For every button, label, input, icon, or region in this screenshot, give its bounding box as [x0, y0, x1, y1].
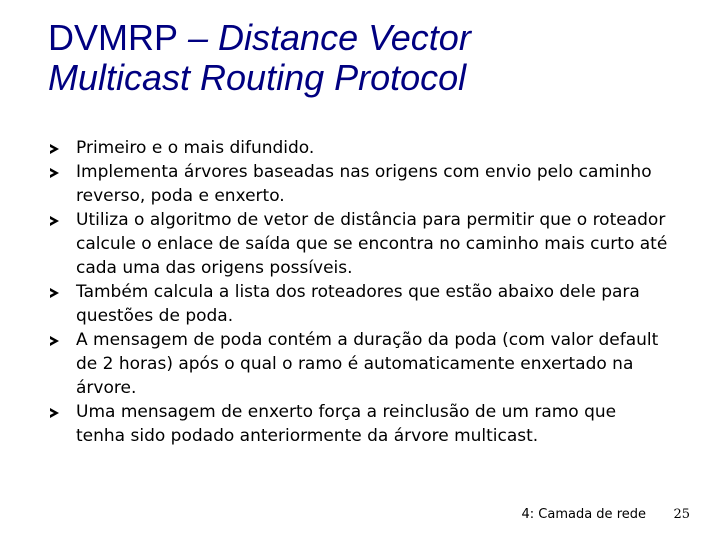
arrowhead-bullet-icon — [50, 168, 59, 178]
title-acronym: DVMRP — [48, 17, 179, 58]
bullet-list — [48, 136, 668, 448]
bullet-text: Uma mensagem de enxerto força a reinclusão de um ramo que tenha sido podado anteriormente da árvore multicast. — [76, 402, 617, 446]
arrowhead-bullet-icon — [50, 408, 59, 418]
footer-chapter: 4: Camada de rede — [521, 507, 646, 522]
bullet-text: Primeiro e o mais difundido. — [76, 138, 315, 158]
bullet-item — [48, 208, 668, 280]
bullet-item — [48, 136, 668, 160]
arrowhead-bullet-icon — [50, 336, 59, 346]
bullet-text: Também calcula a lista dos roteadores que estão abaixo dele para questões de poda. — [76, 282, 640, 326]
bullet-text: Utiliza o algoritmo de vetor de distância para permitir que o roteador calcule o enlace de saída que se encontra no caminho mais curto até cada uma das origens possíveis. — [76, 210, 668, 278]
bullet-item — [48, 280, 668, 328]
bullet-item — [48, 328, 668, 400]
arrowhead-bullet-icon — [50, 216, 59, 226]
arrowhead-bullet-icon — [50, 288, 59, 298]
bullet-text: A mensagem de poda contém a duração da poda (com valor default de 2 horas) após o qual o ramo é automaticamente enxertado na árvore. — [76, 330, 659, 398]
bullet-text: Implementa árvores baseadas nas origens com envio pelo caminho reverso, poda e enxerto. — [76, 162, 652, 206]
slide-title — [48, 18, 688, 98]
page-number: 25 — [673, 507, 690, 522]
bullet-item — [48, 160, 668, 208]
bullet-item — [48, 400, 668, 448]
title-line-2: Multicast Routing Protocol — [48, 57, 467, 98]
title-rest: – Distance Vector — [178, 17, 471, 58]
arrowhead-bullet-icon — [50, 144, 59, 154]
title-line-1 — [48, 18, 688, 58]
